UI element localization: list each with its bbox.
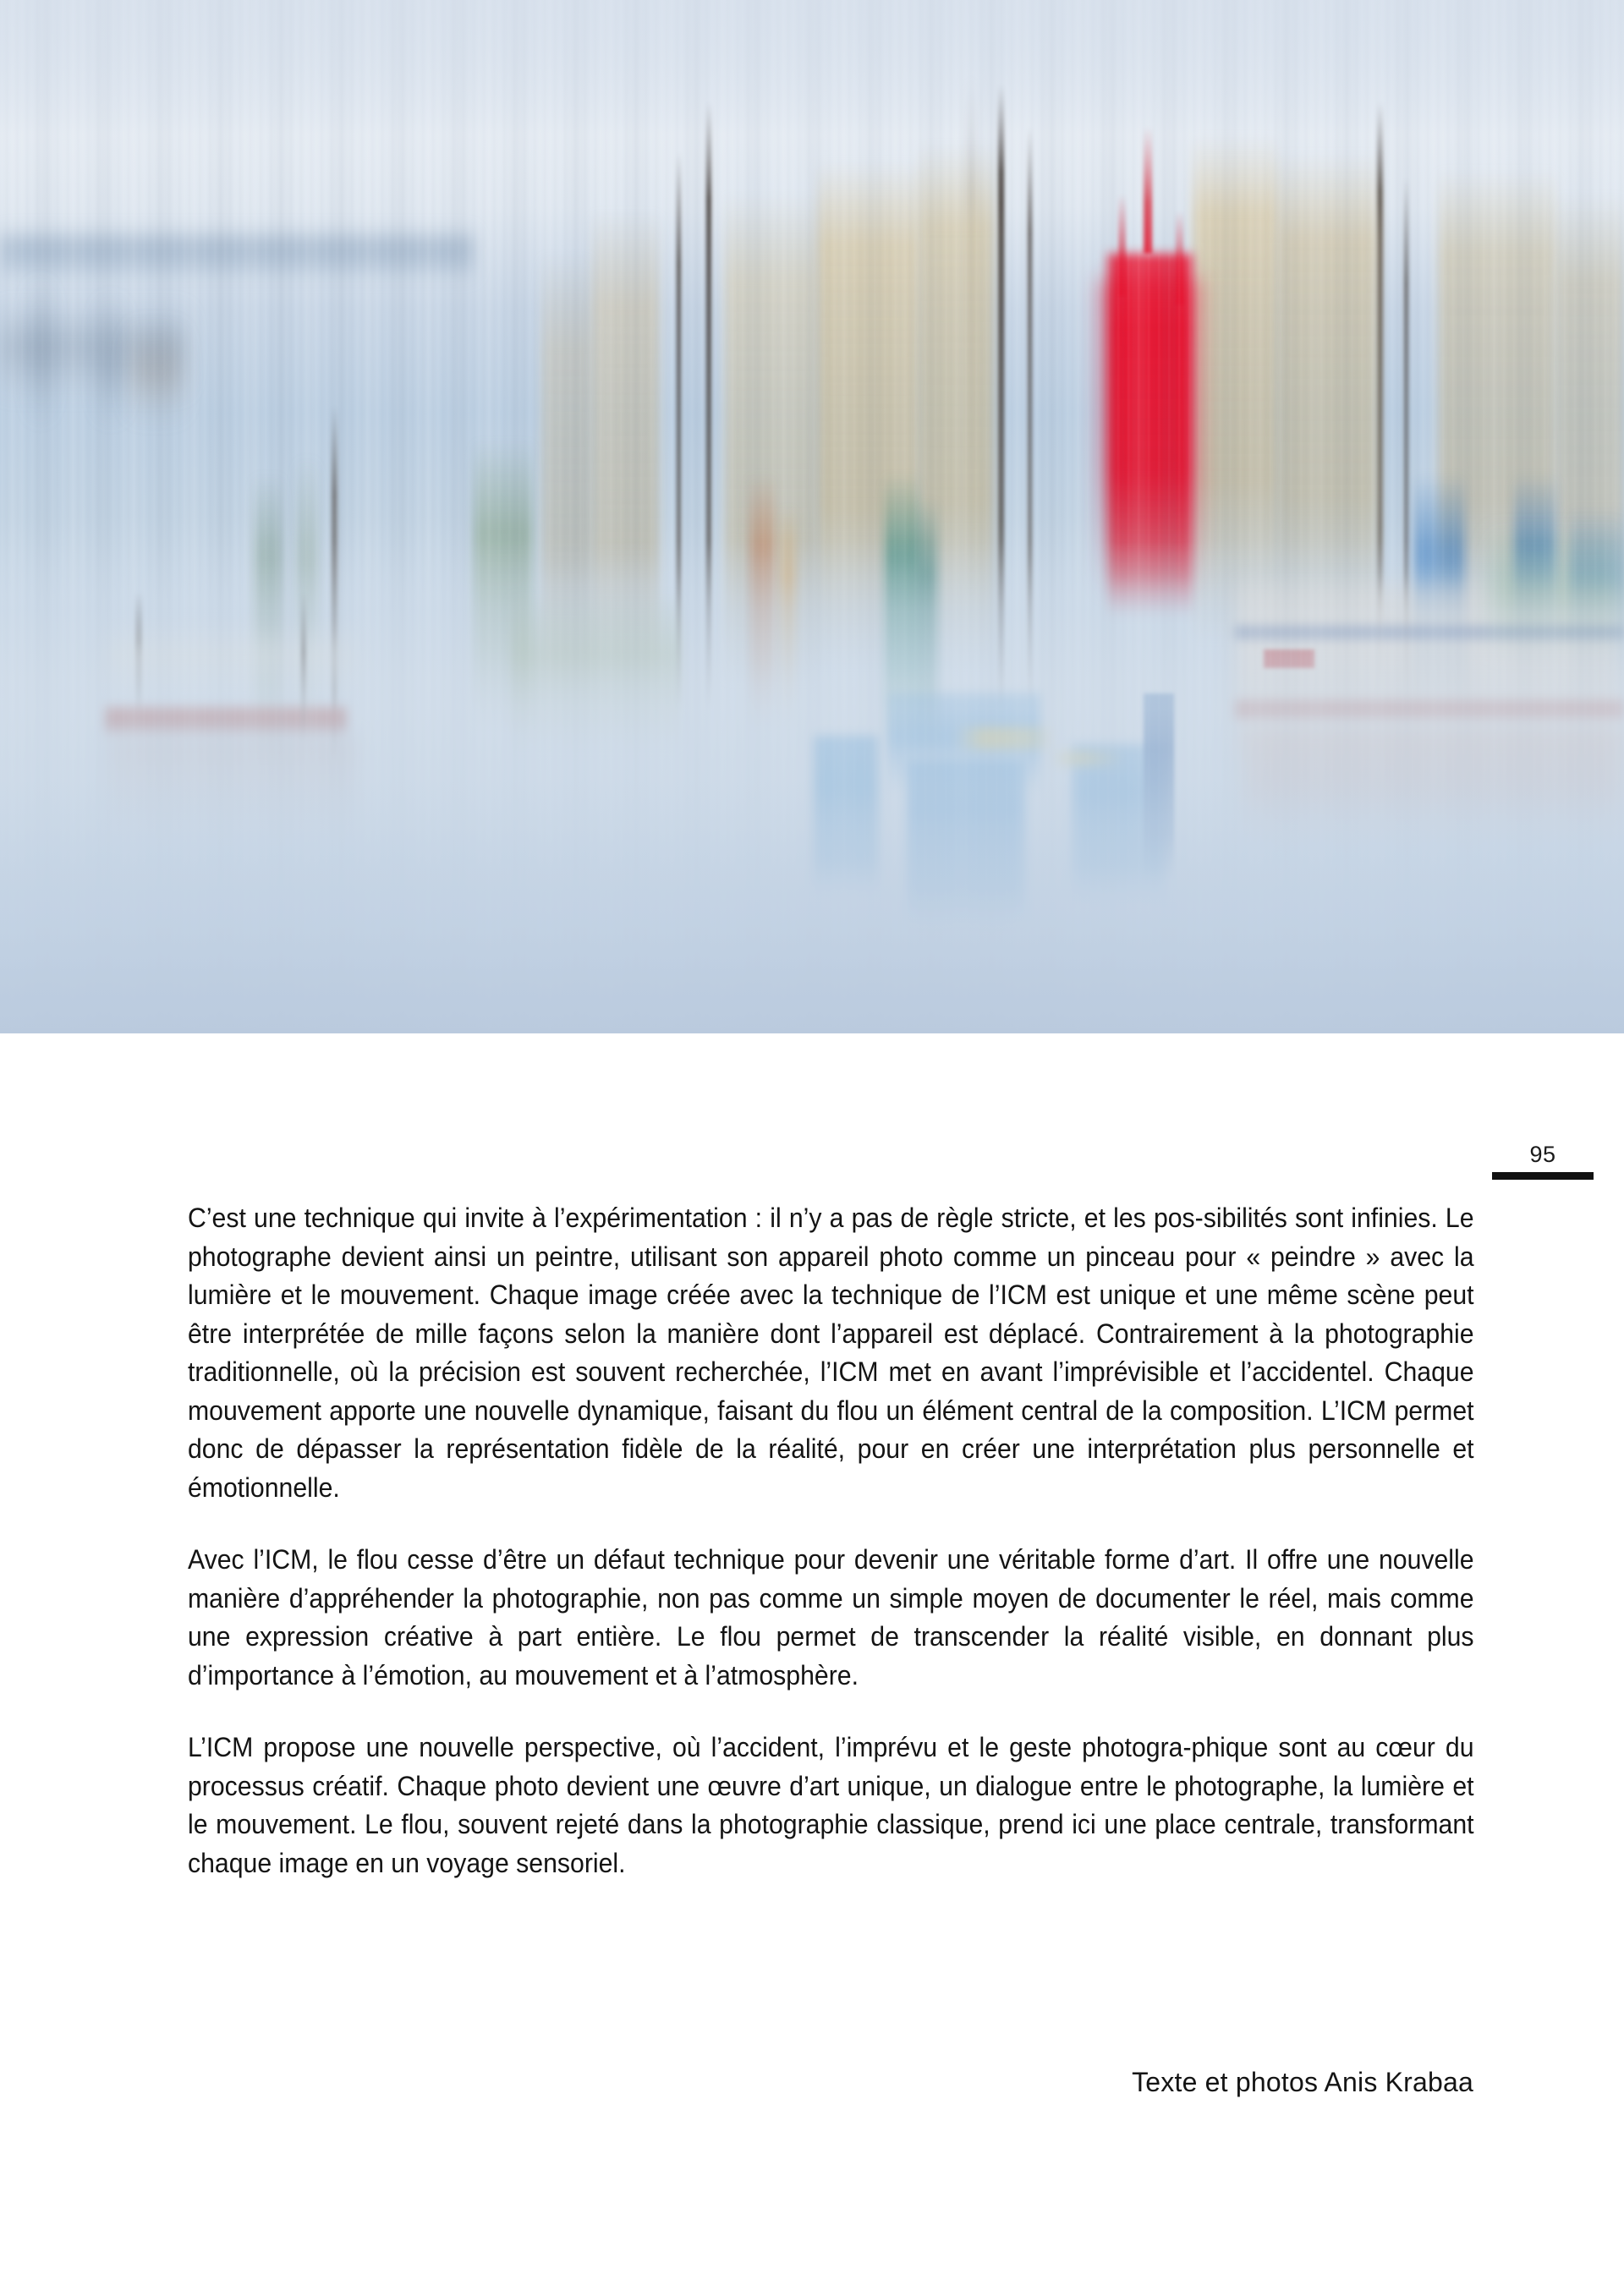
body-paragraph-3: L’ICM propose une nouvelle perspective, où l’accident, l’imprévu et le geste photogra-phique sont au cœur du processus créatif. Chaque photo devient une œuvre d’art unique, un dialogue entre le photographe, la lumière et le mouvement. Le flou, souvent rejeté dans la photographie classique, prend ici une place centrale, transformant chaque image en un voyage sensoriel. (188, 1732, 1474, 1878)
photo-top-haze (0, 0, 1624, 203)
body-paragraph-1: C’est une technique qui invite à l’expérimentation : il n’y a pas de règle stricte, et les pos-sibilités sont infinies. Le photographe devient ainsi un peintre, utilisant son appareil photo comme un pinceau pour « peindre » avec la lumière et le mouvement. Chaque image créée avec la technique de l’ICM est unique et une même scène peut être interprétée de mille façons selon la manière dont l’appareil est déplacé. Contrairement à la photographie traditionnelle, où la précision est souvent recherchée, l’ICM met en avant l’imprévisible et l’accidentel. Chaque mouvement apporte une nouvelle dynamique, faisant du flou un élément central de la composition. L’ICM permet donc de dépasser la représentation fidèle de la réalité, pour en créer une interprétation plus personnelle et émotionnelle. (188, 1203, 1474, 1503)
body-paragraph-2: Avec l’ICM, le flou cesse d’être un défaut technique pour devenir une véritable forme d’art. Il offre une nouvelle manière d’appréhender la photographie, non pas comme un simple moyen de documenter le réel, mais comme une expression créative à part entière. Le flou permet de transcender la réalité visible, en donnant plus d’importance à l’émotion, au mouvement et à l’atmosphère. (188, 1544, 1474, 1690)
photo-bottom-haze (0, 780, 1624, 1033)
article-credit: Texte et photos Anis Krabaa (1132, 2067, 1473, 2097)
article-text-column (188, 1199, 1473, 1882)
page-folio (1492, 1143, 1594, 1180)
icm-harbour-photograph (0, 0, 1624, 1033)
folio-rule (1492, 1172, 1594, 1180)
page-number: 95 (1529, 1142, 1556, 1167)
